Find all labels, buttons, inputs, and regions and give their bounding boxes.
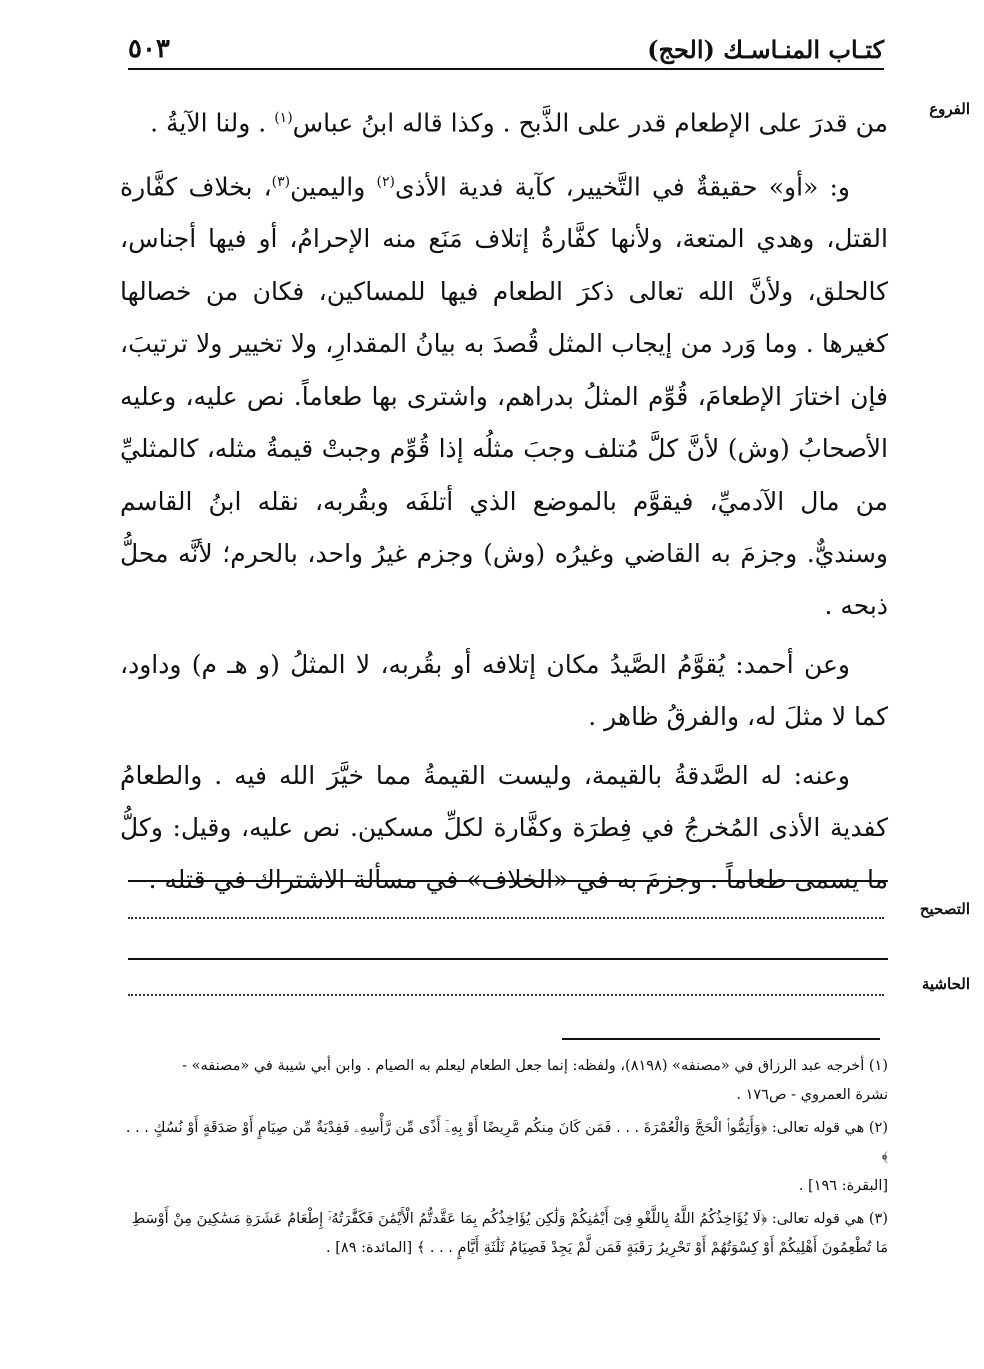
margin-label-annotation: الحاشية bbox=[921, 975, 970, 993]
margin-label-furu: الفروع bbox=[929, 100, 970, 118]
running-header bbox=[128, 30, 884, 70]
correction-divider bbox=[128, 958, 888, 960]
footnote-separator bbox=[562, 1038, 880, 1040]
correction-dotted-line bbox=[128, 917, 884, 919]
footnote-2: (٢) هي قوله تعالى: ﴿وَأَتِمُّوا۟ الْحَجَّ وَالْعُمْرَةَ . . . فَمَن كَانَ مِنكُم مَّرِيضًا أَوْ بِهِۦٓ أَذًى مِّن رَّأْسِهِۦ فَفِدْيَةٌ مِّن صِيَامٍ أَوْ صَدَقَةٍ أَوْ نُسُكٍ . . . ﴾ [البقرة: ١٩٦] . bbox=[125, 1120, 888, 1194]
footnote-ref-2[interactable]: (٢) bbox=[376, 173, 395, 190]
paragraph-4: وعنه: له الصَّدقةُ بالقيمة، وليست القيمةُ مما خيَّرَ الله فيه . والطعامُ كفدية الأذى المُخرجُ في فِطرَة وكفَّارة لكلِّ مسكين. نص عليه، وقيل: وكلُّ ما يسمى طعاماً . وجزمَ به في «الخلاف» في مسألة الاشتراك في قتله . bbox=[120, 760, 888, 895]
footnote-ref-1[interactable]: (١) bbox=[274, 110, 293, 126]
section-divider bbox=[128, 880, 888, 882]
paragraph-1: من قدرَ على الإطعام قدر على الذَّبح . وكذا قاله ابنُ عباس$^{(١)}$ . ولنا الآيةُ . bbox=[150, 108, 888, 138]
page-number: ٥٠٣ bbox=[128, 34, 170, 64]
margin-label-correction: التصحيح bbox=[919, 900, 970, 918]
footnote-1: (١) أخرجه عبد الرزاق في «مصنفه» (٨١٩٨)، ولفظه: إنما جعل الطعام ليعلم به الصيام . وابن أبي شيبة في «مصنفه» - نشرة العمروي - ص١٧٦ . bbox=[182, 1058, 888, 1103]
paragraph-2: و: «أو» حقيقةٌ في التَّخيير، كآية فدية الأذى$^{(٢)}$ واليمين$^{(٣)}$، بخلاف كفَّارة القتل، وهدي المتعة، ولأنها كفَّارةُ إتلاف مَنَع منه الإحرامُ، أو فيها أجناس، كالحلق، ولأنَّ الله تعالى ذكرَ الطعام فيها للمساكين، فكان من خصالها كغيرها . وما وَرد من إيجاب المثل قُصدَ به بيانُ المقدارِ، ولا تخيير ولا ترتيبَ، فإن اختارَ الإطعامَ، قُوِّم المثلُ بدراهم، واشترى بها طعاماً. نص عليه، وعليه الأصحابُ (وش) لأنَّ كلَّ مُتلف وجبَ مثلُه إذا قُوِّم وجبتْ قيمةُ مثله، كالمثليِّ من مال الآدميِّ، فيقوَّم بالموضع الذي أتلفَه وبقُربه، نقله ابنُ القاسم وسنديٌّ. وجزمَ به القاضي وغيرُه (وش) وجزم غيرُ واحد، بالحرم؛ لأنَّه محلُّ ذبحه . bbox=[120, 172, 888, 621]
footnote-3: (٣) هي قوله تعالى: ﴿لَا يُؤَاخِذُكُمُ اللَّهُ بِاللَّغْوِ فِىٓ أَيْمَٰنِكُمْ وَلَٰكِن يُؤَاخِذُكُم بِمَا عَقَّدتُّمُ الْأَيْمَٰنَ فَكَفَّٰرَتُهُۥٓ إِطْعَامُ عَشَرَةِ مَسَٰكِينَ مِنْ أَوْسَطِ مَا تُطْعِمُونَ أَهْلِيكُمْ أَوْ كِسْوَتُهُمْ أَوْ تَحْرِيرُ رَقَبَةٍ فَمَن لَّمْ يَجِدْ فَصِيَامُ ثَلَٰثَةِ أَيَّامٍ . . . ﴾ [المائدة: ٨٩] . bbox=[131, 1211, 888, 1256]
annotation-dotted-line bbox=[128, 994, 884, 996]
footnote-ref-3[interactable]: (٣) bbox=[271, 173, 291, 190]
header-title: كتـاب المنـاسـك (الحج) bbox=[647, 35, 884, 64]
paragraph-3: وعن أحمد: يُقوَّمُ الصَّيدُ مكان إتلافه أو بقُربه، لا المثلُ (و هـ م) وداود، كما لا مثلَ له، والفرقُ ظاهر . bbox=[120, 649, 888, 732]
footnotes bbox=[120, 1052, 888, 1267]
main-text bbox=[120, 92, 888, 913]
